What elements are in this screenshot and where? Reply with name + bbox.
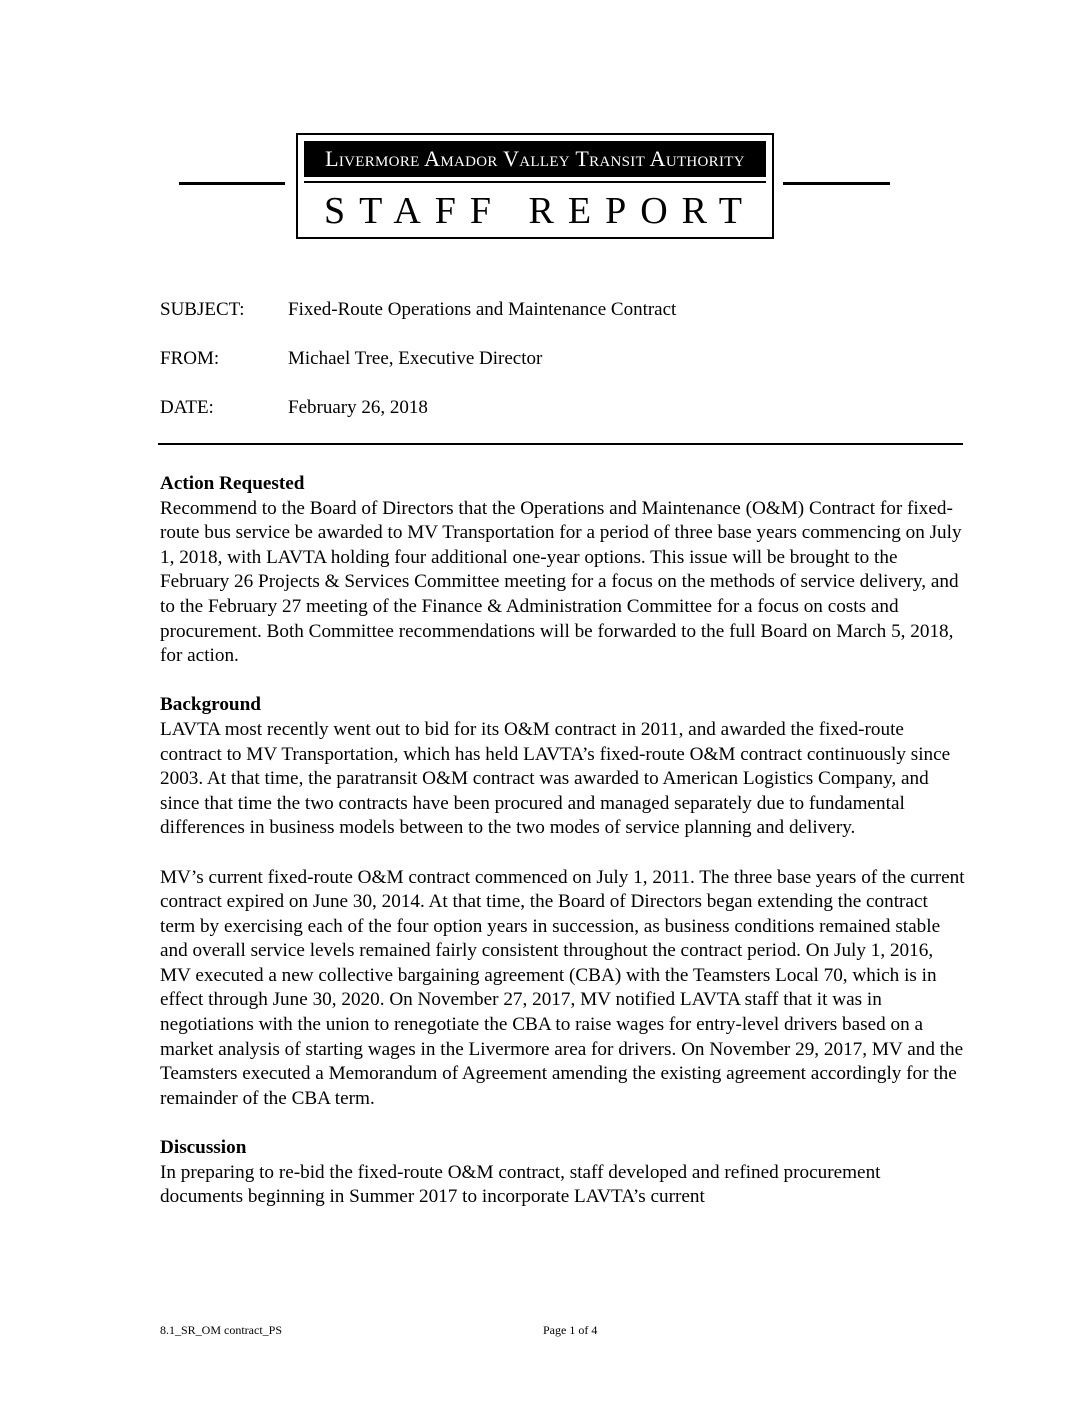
date-label: DATE: bbox=[160, 397, 214, 418]
masthead-right-rule bbox=[783, 182, 890, 185]
action-requested-heading: Action Requested bbox=[160, 473, 305, 494]
discussion-text: In preparing to re-bid the fixed-route O&M contract, staff developed and refined procurement documents beginning in Summer 2017 to incorporate LAVTA’s current bbox=[160, 1161, 881, 1208]
org-name-band: Livermore Amador Valley Transit Authority bbox=[304, 141, 766, 177]
background-heading: Background bbox=[160, 694, 261, 716]
footer-file-reference: 8.1_SR_OM contract_PS bbox=[160, 1323, 283, 1337]
date-value: February 26, 2018 bbox=[288, 397, 428, 418]
action-requested-text: Recommend to the Board of Directors that the Operations and Maintenance (O&M) Contract for fixed-route bus service be awarded to MV Transportation for a period of three base years commencing on July 1, 2018, with LAVTA holding four additional one-year options. This issue will be brought to the February 26 Projects & Services Committee meeting for a focus on the methods of service delivery, and to the February 27 meeting of the Finance & Administration Committee for a focus on costs and procurement. Both Committee recommendations will be forwarded to the full Board on March 5, 2018, for action. bbox=[160, 497, 962, 667]
header-divider bbox=[158, 443, 963, 445]
from-value: Michael Tree, Executive Director bbox=[288, 348, 543, 369]
report-body bbox=[160, 472, 966, 1210]
subject-label: SUBJECT: bbox=[160, 299, 245, 320]
background-paragraph-2: MV’s current fixed-route O&M contract commenced on July 1, 2011. The three base years of the current contract expired on June 30, 2014. At that time, the Board of Directors began extending the contract term by exercising each of the four option years in succession, as business conditions remained stable and overall service levels remained fairly consistent throughout the contract period. On July 1, 2016, MV executed a new collective bargaining agreement (CBA) with the Teamsters Local 70, which is in effect through June 30, 2020. On November 27, 2017, MV notified LAVTA staff that it was in negotiations with the union to renegotiate the CBA to raise wages for entry-level drivers based on a market analysis of starting wages in the Livermore area for drivers. On November 29, 2017, MV and the Teamsters executed a Memorandum of Agreement amending the existing agreement accordingly for the remainder of the CBA term. bbox=[160, 866, 965, 1109]
staff-report-title: STAFF REPORT bbox=[324, 190, 756, 232]
masthead-inner-rule bbox=[304, 181, 766, 183]
footer-page-number: Page 1 of 4 bbox=[543, 1323, 598, 1337]
masthead bbox=[296, 133, 774, 239]
masthead-left-rule bbox=[179, 182, 285, 185]
discussion-heading: Discussion bbox=[160, 1137, 247, 1159]
from-label: FROM: bbox=[160, 348, 220, 369]
background-paragraph-1: LAVTA most recently went out to bid for its O&M contract in 2011, and awarded the fixed-route contract to MV Transportation, which has held LAVTA’s fixed-route O&M contract continuously since 2003. At that time, the paratransit O&M contract was awarded to American Logistics Company, and since that time the two contracts have been procured and managed separately due to fundamental differences in business models between to the two modes of service planning and delivery. bbox=[160, 718, 951, 839]
subject-value: Fixed-Route Operations and Maintenance Contract bbox=[288, 299, 677, 320]
